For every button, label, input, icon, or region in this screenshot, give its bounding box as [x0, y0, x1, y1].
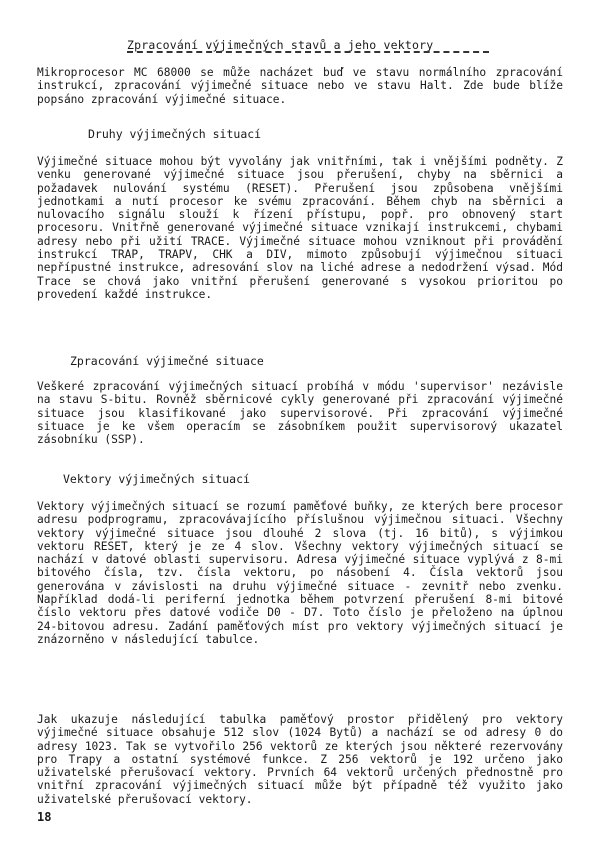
intro-paragraph: Mikroprocesor MC 68000 se může nacházet buď ve stavu normálního zpracování instrukcí, zpracování výjimečné situace nebo ve stavu Halt. Zde bude blíže popsáno zpracování výjimečné situace.: [37, 66, 563, 106]
section-body-zpracovani: Veškeré zpracování výjimečných situací probíhá v módu 'supervisor' nezávisle na stavu S-bitu. Rovněž sběrnicové cykly generované při zpracování výjimečné situace jsou klasifikované jako supervisorové. Při zpracování výjimečné situace je ke všem operacím se zásobníkem použit supervisorový ukazatel zásobníku (SSP).: [37, 380, 563, 447]
page-number: 18: [37, 810, 52, 824]
section-body-druhy: Výjimečné situace mohou být vyvolány jak vnitřními, tak i vnějšími podněty. Z venku generované výjimečné situace jsou přerušení, chyby na sběrnici a požadavek nulování systému (RESET). Přerušení jsou způsobena vnějšími jednotkami a nutí procesor ke svému zpracování. Během chyb na sběrnici a nulovacího signálu slouží k řízení přístupu, popř. pro obnovený start procesoru. Vnitřně generované výjimečné situace vznikají instrukcemi, chybami adresy nebo při užití TRACE. Výjimečné situace mohou vzniknout při provádění instrukcí TRAP, TRAPV, CHK a DIV, mimoto způsobují výjimečnou situaci nepřípustné instrukce, adresování slov na liché adrese a nedodržení výsad. Mód Trace se chová jako vnitřní přerušení generované s vysokou prioritou po provedení každé instrukce.: [37, 155, 563, 301]
section-heading-zpracovani: Zpracování výjimečné situace: [70, 354, 264, 368]
title-underline: [127, 51, 489, 53]
section-body-vektory-2: Jak ukazuje následující tabulka paměťový prostor přidělený pro vektory výjimečné situace obsahuje 512 slov (1024 Bytů) a nachází se od adresy 0 do adresy 1023. Tak se vytvořilo 256 vektorů ze kterých jsou některé rezervovány pro Trapy a ostatní systémové funkce. Z 256 vektorů je 192 určeno jako uživatelské přerušovací vektory. Prvních 64 vektorů určených přednostně pro vnitřní zpracování výjimečných situací může být případně též využito jako uživatelské přerušovací vektory.: [37, 713, 563, 806]
section-heading-vektory: Vektory výjimečných situací: [63, 472, 250, 486]
page-title: Zpracování výjimečných stavů a jeho vektory: [127, 38, 434, 52]
section-heading-druhy: Druhy výjimečných situací: [88, 127, 262, 141]
section-body-vektory-1: Vektory výjimečných situací se rozumí paměťové buňky, ze kterých bere procesor adresu podprogramu, zpracovávajícího příslušnou výjimečnou situaci. Všechny vektory výjimečné situace jsou dlouhé 2 slova (tj. 16 bitů), s výjimkou vektoru RESET, který je ze 4 slov. Všechny vektory výjimečných situací se nachází v datové oblasti supervisoru. Adresa výjimečné situace vyplývá z 8-mi bitového čísla, tzv. čísla vektoru, po násobení 4. Čísla vektorů jsou generována v závislosti na druhu výjimečné situace - zevnitř nebo zvenku. Například dodá-li periferní jednotka během potvrzení přerušení 8-mi bitové číslo vektoru přes datové vodiče D0 - D7. Toto číslo je přeloženo na úplnou 24-bitovou adresu. Zadání paměťových míst pro vektory výjimečných situací je znázorněno v následující tabulce.: [37, 500, 563, 646]
